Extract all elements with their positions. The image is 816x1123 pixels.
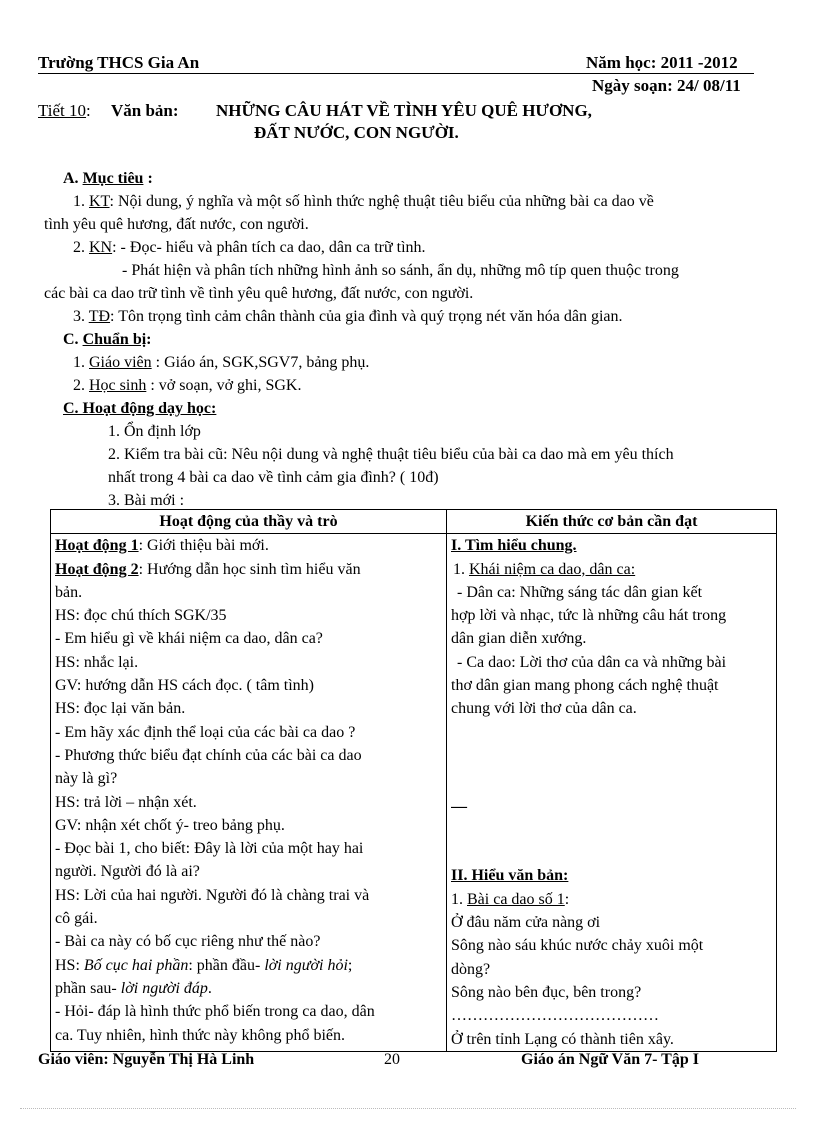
td-label: TĐ: [88, 308, 111, 325]
left-line: - Phương thức biểu đạt chính của các bài ca dao: [55, 746, 362, 764]
left-line: - Bài ca này có bố cục riêng như thế nào?: [55, 933, 321, 951]
td-text: : Tôn trọng tình cảm chân thành của gia đình và quý trọng nét văn hóa dân gian.: [110, 308, 623, 325]
prep-teacher-label: Giáo viên: [89, 354, 152, 371]
activities-heading: C. Hoạt động dạy học:: [63, 400, 217, 417]
left-line: HS: trả lời – nhận xét.: [55, 793, 197, 811]
prep-student-text: : vở soạn, vở ghi, SGK.: [146, 377, 302, 394]
activity1-label: Hoạt động 1: [55, 537, 139, 555]
right-line: Ở trên tỉnh Lạng có thành tiên xây.: [451, 1030, 674, 1048]
col-header-activities: Hoạt động của thầy và trò: [51, 510, 447, 534]
lesson-title-line2: ĐẤT NƯỚC, CON NGƯỜI.: [254, 123, 459, 142]
prep-student-label: Học sinh: [89, 377, 147, 394]
kn-num: 2.: [73, 239, 89, 256]
objective-td: [73, 305, 623, 328]
section-2-heading: II. Hiểu văn bản:: [451, 867, 569, 885]
left-line: HS: đọc lại văn bản.: [55, 700, 186, 718]
left-line: bản.: [55, 583, 83, 601]
objectives-heading-letter: A.: [63, 170, 83, 187]
prep-student: [73, 374, 301, 397]
l19-end: ;: [347, 956, 353, 974]
right-line: Ở đâu năm cửa nàng ơi: [451, 914, 601, 932]
col-header-knowledge: Kiến thức cơ bản cần đạt: [447, 510, 777, 534]
l19-prefix: HS:: [55, 956, 84, 974]
right-line: [451, 744, 772, 767]
kt-label: KT: [89, 193, 110, 210]
activity-item-2-cont: nhất trong 4 bài ca dao về tình cảm gia đình? ( 10đ): [108, 469, 439, 486]
prep-teacher-text: : Giáo án, SGK,SGV7, bảng phụ.: [151, 354, 370, 371]
kt-num: 1.: [73, 193, 89, 210]
objective-kt-cont: tình yêu quê hương, đất nước, con người.: [44, 216, 309, 233]
prep-teacher: [73, 351, 369, 374]
header-rule: [38, 73, 754, 74]
prep-heading-text: Chuẩn bị: [82, 331, 147, 348]
kn-text: : - Đọc- hiểu và phân tích ca dao, dân ca trữ tình.: [112, 239, 426, 256]
right-line: thơ dân gian mang phong cách nghệ thuật: [451, 677, 719, 695]
r16-poem-title: Bài ca dao số 1: [467, 890, 565, 908]
page-number: 20: [384, 1051, 400, 1068]
objective-kt: [73, 190, 654, 213]
activity-item-2: 2. Kiểm tra bài cũ: Nêu nội dung và nghệ thuật tiêu biểu của bài ca dao mà em yêu thích: [108, 446, 674, 463]
right-line: - Dân ca: Những sáng tác dân gian kết: [457, 583, 703, 601]
table-header-row: [51, 510, 777, 534]
footer-teacher: Giáo viên: Nguyễn Thị Hà Linh: [38, 1051, 255, 1068]
left-line: này là gì?: [55, 770, 118, 788]
left-line: GV: hướng dẫn HS cách đọc. ( tâm tình): [55, 677, 314, 695]
left-line: - Hỏi- đáp là hình thức phổ biến trong ca dao, dân: [55, 1003, 375, 1021]
kn-label: KN: [89, 239, 113, 256]
td-num: 3.: [73, 308, 89, 325]
left-line: người. Người đó là ai?: [55, 863, 200, 881]
right-line: [451, 888, 772, 911]
school-year: Năm học: 2011 -2012: [586, 53, 738, 72]
lesson-table: [50, 509, 777, 1052]
l19-mid: : phần đầu-: [188, 956, 265, 974]
l19-question: lời người hỏi: [264, 956, 348, 974]
l20-end: .: [207, 979, 212, 997]
r2-concept: Khái niệm ca dao, dân ca:: [469, 560, 636, 578]
prep-heading-colon: :: [146, 331, 152, 348]
left-line: HS: Lời của hai người. Người đó là chàng trai và: [55, 886, 370, 904]
r16-num: 1.: [451, 890, 467, 908]
left-line: - Em hiểu gì về khái niệm ca dao, dân ca?: [55, 630, 323, 648]
right-line: hợp lời và nhạc, tức là những câu hát trong: [451, 607, 727, 625]
text-label: Văn bản:: [111, 101, 179, 120]
activity2-label: Hoạt động 2: [55, 560, 139, 578]
prep-heading-letter: C.: [63, 331, 83, 348]
l20-answer: lời người đáp: [120, 979, 208, 997]
school-name: Trường THCS Gia An: [38, 53, 200, 72]
footer-book: Giáo án Ngữ Văn 7- Tập I: [521, 1051, 699, 1068]
section-1-heading: I. Tìm hiểu chung.: [451, 537, 577, 555]
activity2-text: : Hướng dẫn học sinh tìm hiểu văn: [138, 560, 361, 578]
l20-prefix: phần sau-: [55, 979, 121, 997]
period-colon: :: [86, 101, 91, 120]
kt-text: : Nội dung, ý nghĩa và một số hình thức nghệ thuật tiêu biểu của những bài ca dao về: [109, 193, 654, 210]
left-line: [55, 954, 442, 977]
right-line: dòng?: [451, 960, 491, 978]
left-line: GV: nhận xét chốt ý- treo bảng phụ.: [55, 816, 285, 834]
activity-item-1: 1. Ổn định lớp: [108, 423, 201, 440]
right-line: [451, 767, 772, 790]
page-bottom-border: [20, 1108, 796, 1109]
right-line: [451, 818, 772, 841]
prep-teacher-num: 1.: [73, 354, 89, 371]
l19-structure: Bố cục hai phần: [83, 956, 189, 974]
left-line: HS: nhắc lại.: [55, 653, 139, 671]
right-line: [451, 721, 772, 744]
right-line: Sông nào sáu khúc nước chảy xuôi một: [451, 937, 704, 955]
right-line: - Ca dao: Lời thơ của dân ca và những bài: [457, 653, 727, 671]
objectives-heading-colon: :: [143, 170, 153, 187]
objectives-heading: [63, 167, 153, 190]
right-line: [451, 841, 772, 864]
prep-date: Ngày soạn: 24/ 08/11: [592, 76, 741, 95]
objective-kn-cont2: các bài ca dao trữ tình về tình yêu quê hương, đất nước, con người.: [44, 285, 474, 302]
left-line: cô gái.: [55, 910, 98, 928]
right-line: …………………………………: [451, 1007, 659, 1025]
objective-kn: [73, 236, 426, 259]
left-line: ca. Tuy nhiên, hình thức này không phổ biến.: [55, 1026, 345, 1044]
right-line: Sông nào bên đục, bên trong?: [451, 983, 642, 1001]
period-label: Tiết 10: [38, 101, 87, 120]
lesson-period: [38, 101, 91, 121]
left-line: - Đọc bài 1, cho biết: Đây là lời của một hay hai: [55, 840, 364, 858]
activities-cell: [51, 534, 447, 1052]
right-line: [451, 558, 772, 581]
left-line: [55, 977, 442, 1000]
left-line: [55, 558, 442, 581]
left-line: - Em hãy xác định thể loại của các bài ca dao ?: [55, 723, 356, 741]
activity-item-3: 3. Bài mới :: [108, 492, 185, 509]
prep-heading: [63, 328, 151, 351]
right-dash: —: [451, 797, 467, 815]
right-line: dân gian diễn xướng.: [451, 630, 587, 648]
objectives-heading-text: Mục tiêu: [82, 170, 144, 187]
r16-colon: :: [564, 890, 570, 908]
table-row: [51, 534, 777, 1052]
activity1-text: : Giới thiệu bài mới.: [138, 537, 269, 555]
objective-kn-cont: - Phát hiện và phân tích những hình ảnh so sánh, ẩn dụ, những mô típ quen thuộc trong: [122, 262, 679, 279]
r2-num: 1.: [453, 560, 469, 578]
knowledge-cell: [447, 534, 777, 1052]
left-line: HS: đọc chú thích SGK/35: [55, 607, 227, 625]
prep-student-num: 2.: [73, 377, 89, 394]
left-line: [55, 534, 442, 557]
right-line: chung với lời thơ của dân ca.: [451, 700, 637, 718]
lesson-title-line1: NHỮNG CÂU HÁT VỀ TÌNH YÊU QUÊ HƯƠNG,: [216, 101, 592, 120]
